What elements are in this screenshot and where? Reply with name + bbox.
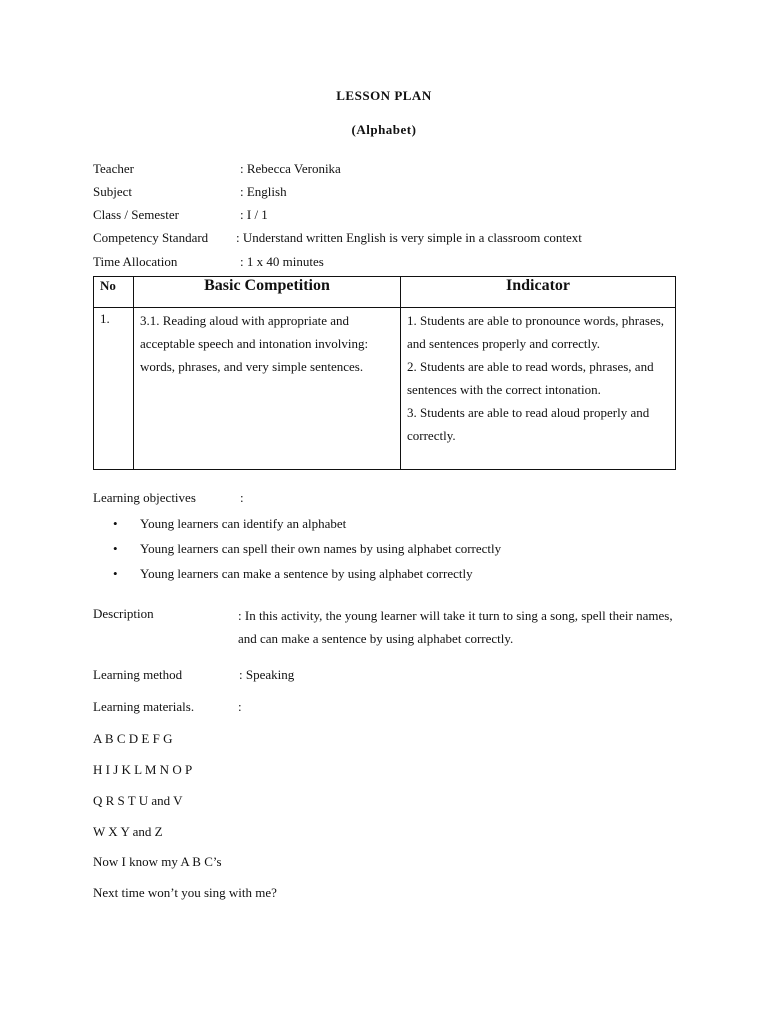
list-item — [93, 538, 501, 563]
info-label: Time Allocation — [93, 254, 178, 269]
column-header-no: No — [94, 277, 134, 308]
indicator-item: 2. Students are able to read words, phrases, and sentences with the correct intonation. — [407, 359, 654, 397]
bullet-icon: • — [113, 541, 118, 556]
info-value: : English — [240, 184, 287, 199]
list-item — [93, 563, 501, 588]
section-colon: : — [238, 699, 242, 714]
row-number: 1. — [94, 308, 134, 470]
song-line: Q R S T U and V — [93, 793, 183, 808]
info-label: Class / Semester — [93, 207, 179, 222]
section-label: Learning objectives — [93, 490, 196, 505]
song-line: Now I know my A B C’s — [93, 854, 222, 869]
page-subtitle: (Alphabet) — [351, 122, 417, 137]
bullet-icon: • — [113, 566, 118, 581]
basic-competition-cell: 3.1. Reading aloud with appropriate and acceptable speech and intonation involving: words, phrases, and very simple sentences. — [134, 308, 401, 470]
info-label: Subject — [93, 184, 132, 199]
bullet-icon: • — [113, 516, 118, 531]
song-line: A B C D E F G — [93, 731, 173, 746]
song-line: W X Y and Z — [93, 824, 163, 839]
description-text: : In this activity, the young learner will take it turn to sing a song, spell their names, and can make a sentence by using alphabet correctly. — [238, 608, 673, 646]
column-header-basic-competition: Basic Competition — [134, 277, 401, 308]
info-label: Teacher — [93, 161, 134, 176]
info-value: : Understand written English is very simple in a classroom context — [236, 230, 582, 245]
indicator-cell — [401, 308, 676, 470]
info-label: Competency Standard — [93, 230, 209, 245]
column-header-indicator: Indicator — [401, 277, 676, 308]
song-line: H I J K L M N O P — [93, 762, 193, 777]
objective-text: Young learners can spell their own names by using alphabet correctly — [140, 541, 502, 556]
table-header-row — [94, 277, 676, 308]
page-title: LESSON PLAN — [336, 88, 432, 103]
info-value: : I / 1 — [240, 207, 268, 222]
learning-method-value: : Speaking — [239, 667, 295, 682]
section-colon: : — [240, 490, 244, 505]
info-value: : Rebecca Veronika — [240, 161, 341, 176]
competency-table — [93, 276, 676, 470]
learning-objectives-list — [93, 513, 501, 588]
info-value: : 1 x 40 minutes — [240, 254, 324, 269]
objective-text: Young learners can make a sentence by using alphabet correctly — [140, 566, 473, 581]
description-label: Description — [93, 606, 154, 621]
list-item — [93, 513, 501, 538]
song-line: Next time won’t you sing with me? — [93, 885, 277, 900]
section-label: Learning method — [93, 667, 183, 682]
objective-text: Young learners can identify an alphabet — [140, 516, 347, 531]
section-label: Learning materials. — [93, 699, 195, 714]
indicator-item: 1. Students are able to pronounce words, phrases, and sentences properly and correctly. — [407, 313, 665, 351]
indicator-item: 3. Students are able to read aloud properly and correctly. — [407, 405, 650, 443]
table-row — [94, 308, 676, 470]
